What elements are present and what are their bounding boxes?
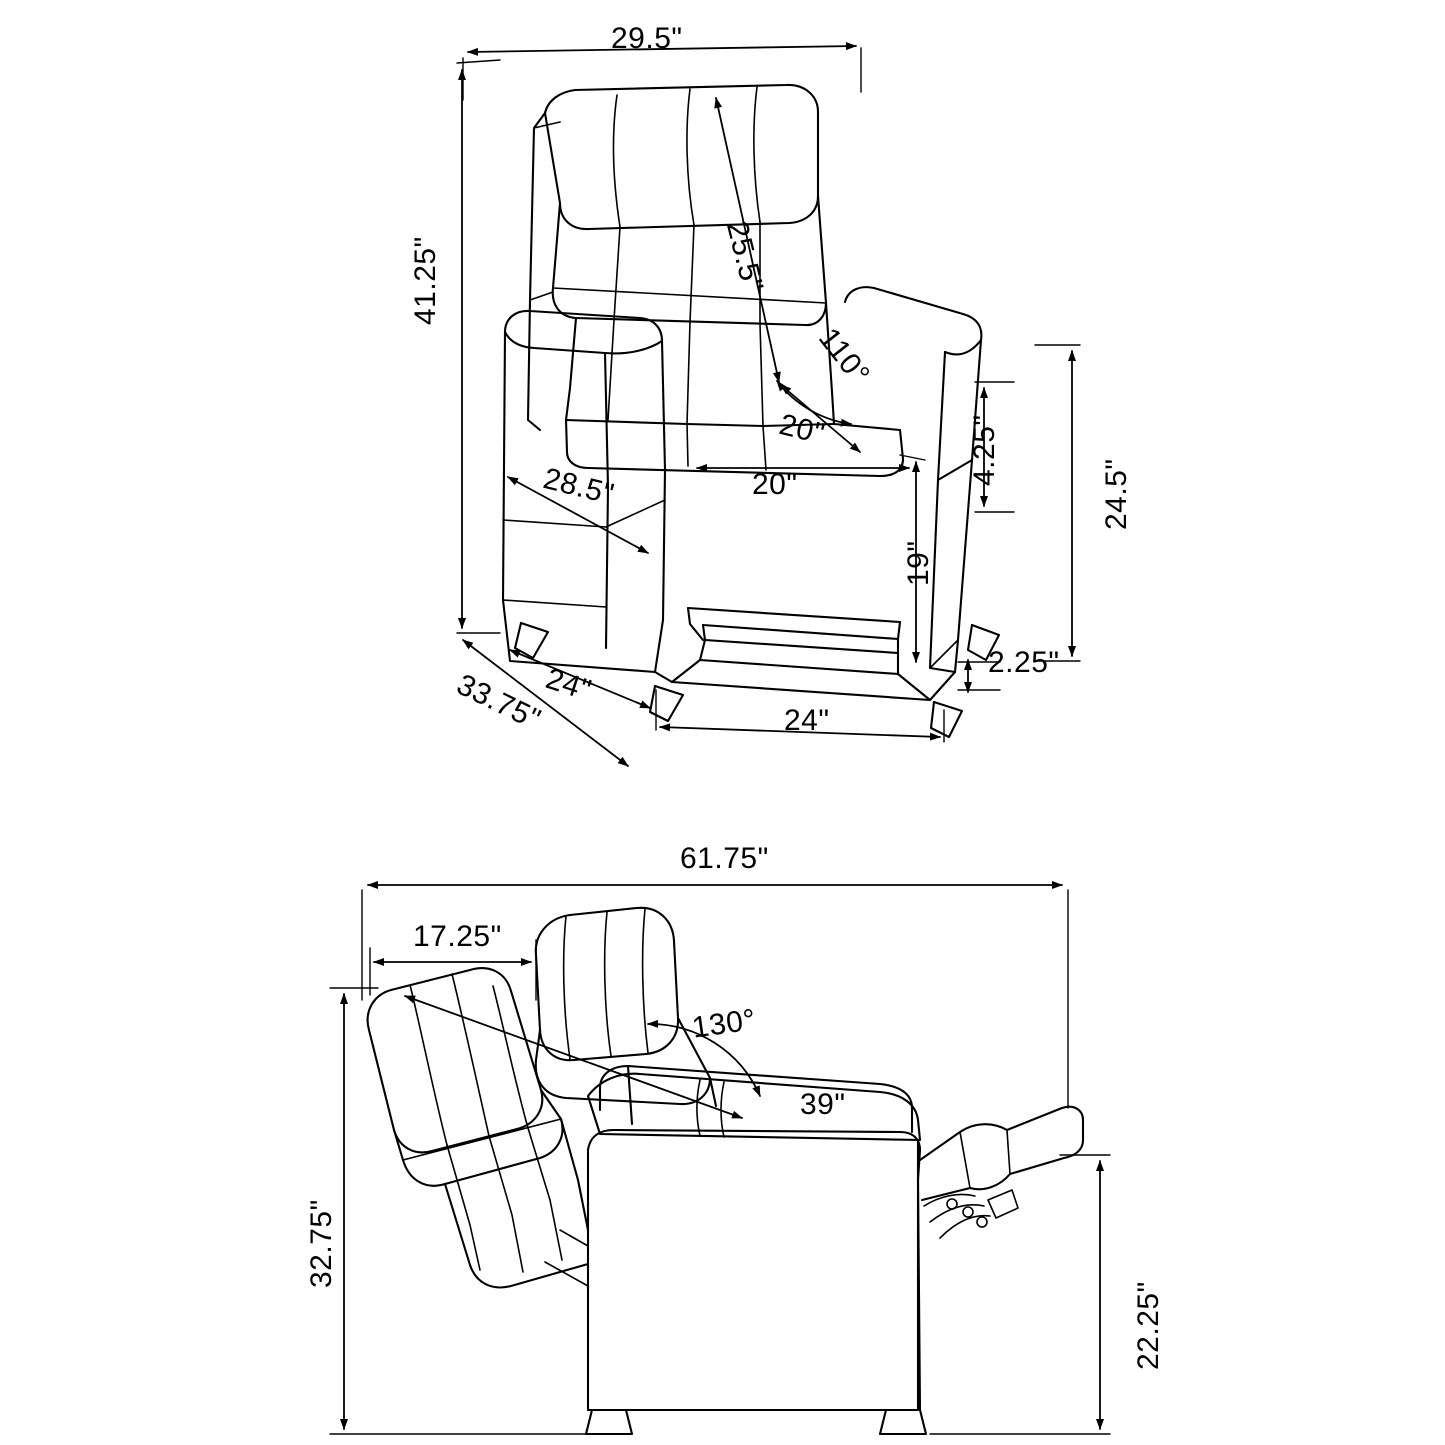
dim-label-reclined-back-height: 22.25" — [1132, 1281, 1165, 1370]
dim-label-backrest-height: 25.5" — [719, 218, 770, 296]
dim-label-overall-depth: 33.75" — [451, 668, 546, 737]
dim-label-side-depth: 28.5" — [540, 462, 618, 512]
dim-label-arm-height: 24.5" — [1100, 458, 1133, 530]
dim-label-reclined-length: 61.75" — [680, 842, 769, 875]
dim-label-reclined-height: 32.75" — [305, 1199, 338, 1288]
dim-label-headrest-length: 17.25" — [413, 920, 502, 953]
dim-label-seat-depth: 20" — [776, 408, 829, 452]
dim-label-base-depth: 24" — [541, 662, 596, 708]
dim-label-base-width: 24" — [784, 704, 830, 737]
dim-label-overall-width: 29.5" — [611, 22, 683, 55]
dim-label-arm-width: 4.25" — [968, 414, 1001, 486]
dim-label-backrest-angle: 110° — [811, 322, 877, 392]
dim-label-recline-angle: 130° — [690, 1003, 759, 1045]
dim-label-leg-height: 2.25" — [988, 646, 1060, 679]
dim-label-seat-height: 19" — [902, 540, 935, 586]
dim-label-seat-width: 20" — [752, 468, 798, 501]
dim-label-overall-height: 41.25" — [409, 236, 442, 325]
dim-label-reclined-seat-length: 39" — [800, 1088, 846, 1121]
